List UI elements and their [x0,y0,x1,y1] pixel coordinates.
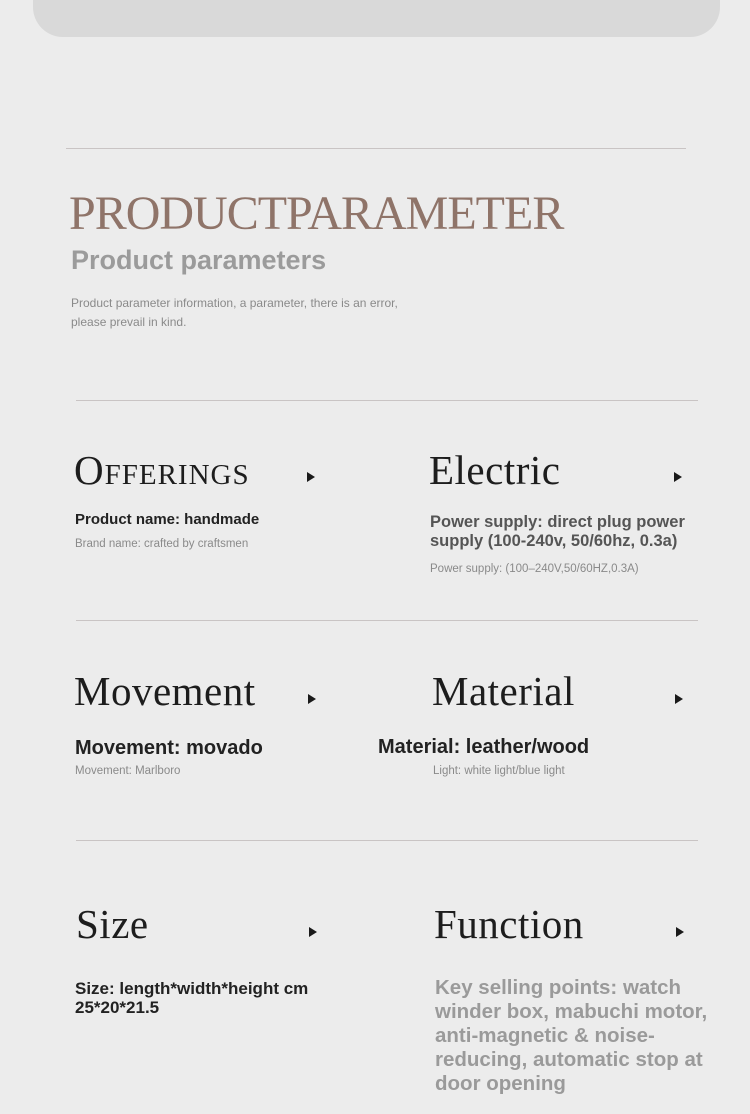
function-primary: Key selling points: watch winder box, mabuchi motor, anti-magnetic & noise-reducing, automatic stop at door opening [435,976,708,1095]
movement-heading: Movement [74,668,256,714]
divider [76,400,698,401]
top-card [33,0,720,37]
divider [76,620,698,621]
function-heading: Function [434,901,584,947]
arrow-right-icon [675,694,683,704]
offerings-secondary: Brand name: crafted by craftsmen [75,538,249,550]
parameter-note: Product parameter information, a parameter, there is an error, please prevail in kind. [71,296,398,329]
size-heading: Size [76,901,149,947]
arrow-right-icon [676,927,684,937]
divider [76,840,698,841]
arrow-right-icon [309,927,317,937]
electric-primary: Power supply: direct plug power supply (100-240v, 50/60hz, 0.3a) [430,513,685,550]
movement-primary: Movement: movado [75,737,263,759]
arrow-right-icon [307,472,315,482]
movement-secondary: Movement: Marlboro [75,765,181,777]
arrow-right-icon [674,472,682,482]
divider [66,148,686,149]
material-heading: Material [432,668,575,714]
size-primary: Size: length*width*height cm 25*20*21.5 [75,979,309,1017]
material-secondary: Light: white light/blue light [433,765,565,777]
page-subtitle: Product parameters [71,245,327,275]
offerings-primary: Product name: handmade [75,511,260,528]
page-title: PRODUCTPARAMETER [69,187,564,240]
arrow-right-icon [308,694,316,704]
material-primary: Material: leather/wood [378,736,590,758]
electric-secondary: Power supply: (100–240V,50/60HZ,0.3A) [430,563,639,575]
offerings-heading: Offerings [74,447,250,493]
electric-heading: Electric [429,447,561,493]
